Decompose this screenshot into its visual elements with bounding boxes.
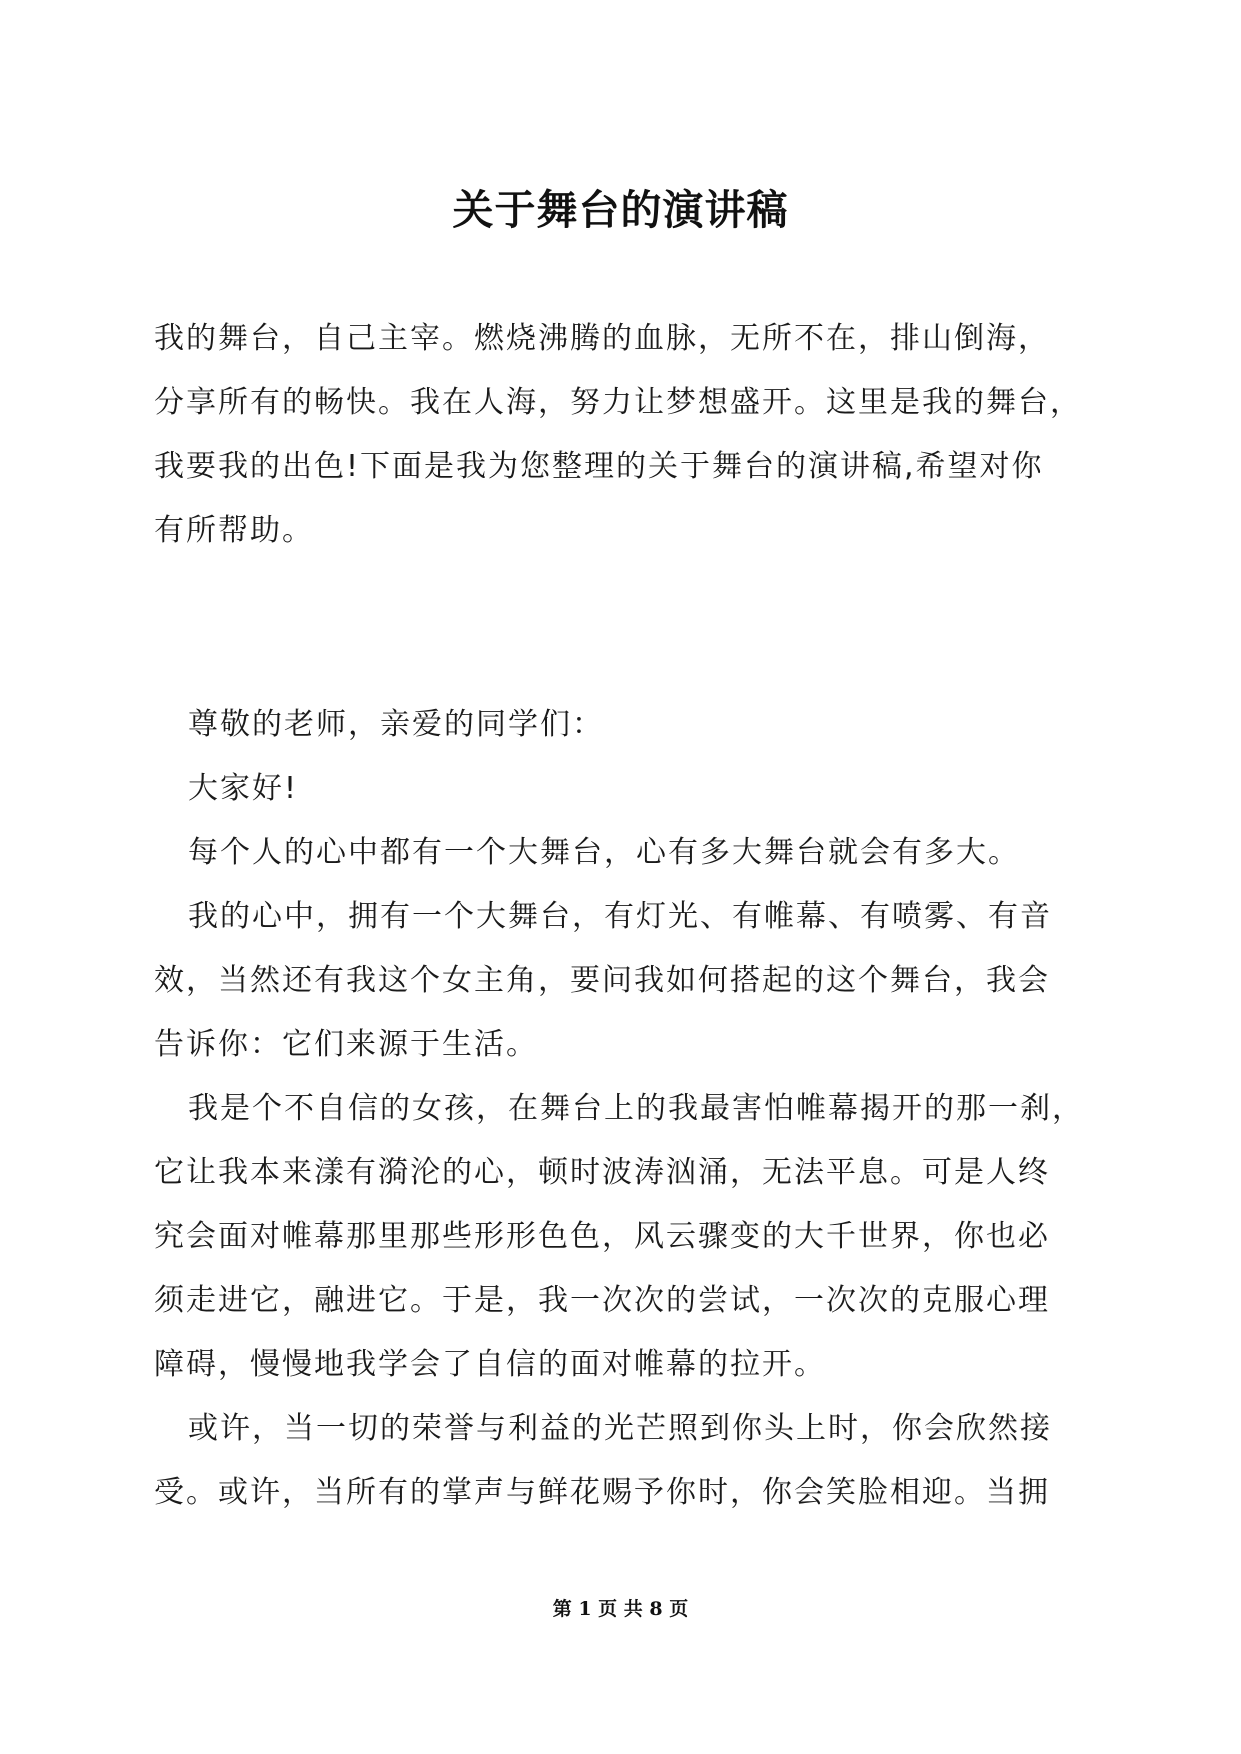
intro-line: 我的舞台，自己主宰。燃烧沸腾的血脉，无所不在，排山倒海，	[154, 321, 1050, 356]
intro-line: 有所帮助。	[154, 513, 314, 548]
document-title: 关于舞台的演讲稿	[452, 186, 789, 234]
body-line: 每个人的心中都有一个大舞台，心有多大舞台就会有多大。	[188, 835, 1020, 870]
intro-line: 我要我的出色!下面是我为您整理的关于舞台的演讲稿,希望对你	[154, 449, 1044, 484]
speech-body	[154, 693, 1094, 1525]
body-line: 究会面对帷幕那里那些形形色色，风云骤变的大千世界，你也必	[154, 1219, 1050, 1254]
body-line: 我是个不自信的女孩，在舞台上的我最害怕帷幕揭开的那一刹，	[188, 1091, 1084, 1126]
intro-paragraph	[154, 307, 1094, 563]
greeting: 大家好!	[188, 771, 299, 806]
body-line: 须走进它，融进它。于是，我一次次的尝试，一次次的克服心理	[154, 1283, 1050, 1318]
salutation: 尊敬的老师，亲爱的同学们：	[188, 707, 604, 742]
body-line: 我的心中，拥有一个大舞台，有灯光、有帷幕、有喷雾、有音	[188, 899, 1052, 934]
body-line: 它让我本来漾有漪沦的心，顿时波涛汹涌，无法平息。可是人终	[154, 1155, 1050, 1190]
body-line: 受。或许，当所有的掌声与鲜花赐予你时，你会笑脸相迎。当拥	[154, 1475, 1050, 1510]
body-line: 障碍，慢慢地我学会了自信的面对帷幕的拉开。	[154, 1347, 826, 1382]
body-line: 或许，当一切的荣誉与利益的光芒照到你头上时，你会欣然接	[188, 1411, 1052, 1446]
page-number-footer: 第 1 页 共 8 页	[552, 1598, 689, 1620]
body-line: 效，当然还有我这个女主角，要问我如何搭起的这个舞台，我会	[154, 963, 1050, 998]
body-line: 告诉你：它们来源于生活。	[154, 1027, 538, 1062]
intro-line: 分享所有的畅快。我在人海，努力让梦想盛开。这里是我的舞台，	[154, 385, 1082, 420]
